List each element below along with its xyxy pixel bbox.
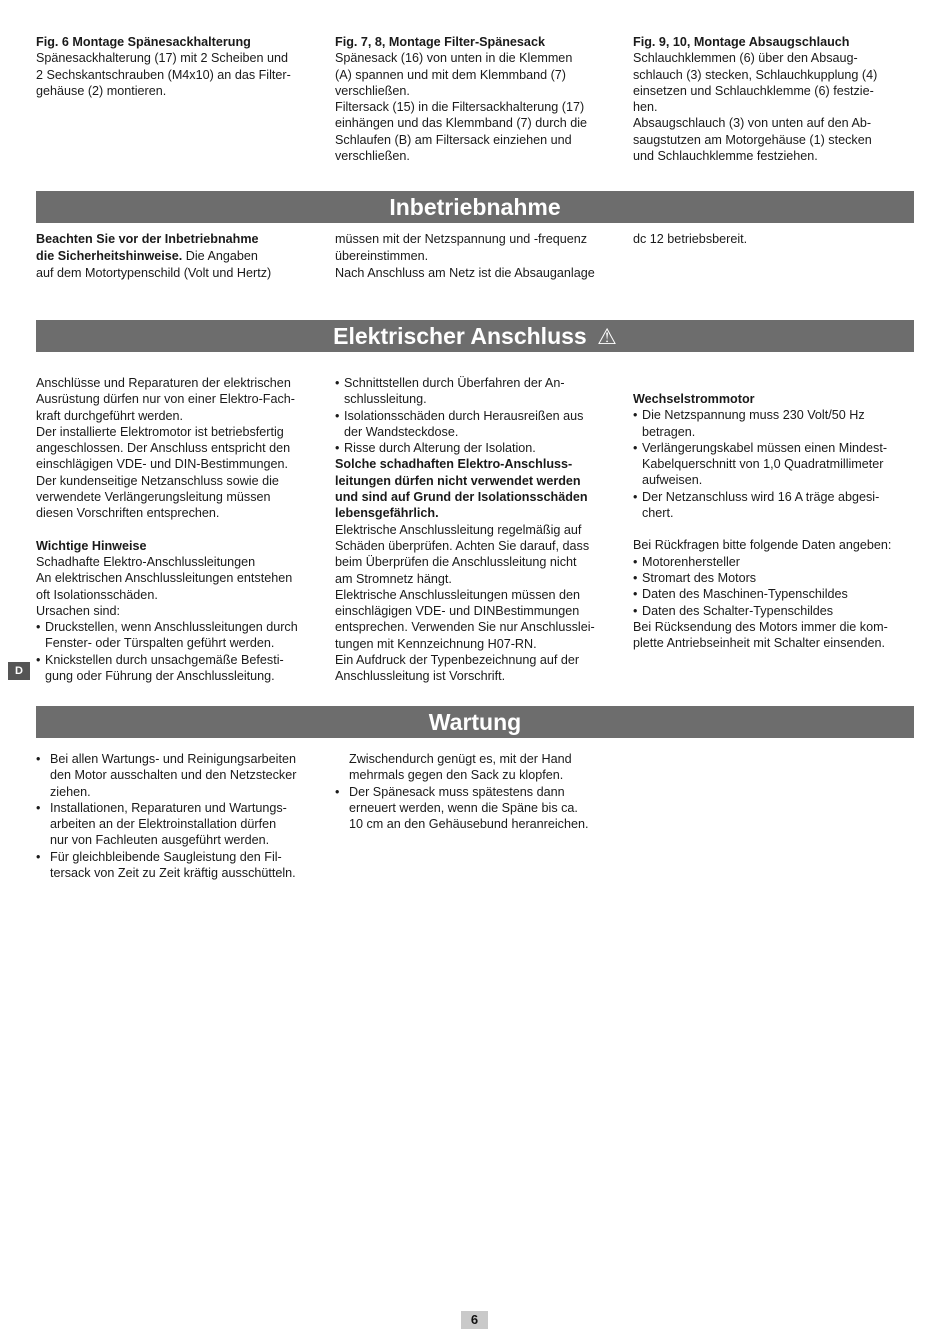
fig7-8-line: Filtersack (15) in die Filtersackhalterung (17) — [335, 100, 585, 115]
list-item-text: • Stromart des Motors — [642, 570, 757, 585]
list-item — [36, 800, 328, 849]
elektrik-line: einschlägigen VDE- und DINBestimmungen — [335, 604, 580, 619]
safety-notice-bold: die Sicherheitshinweise. — [36, 249, 183, 263]
hinweise-line: An elektrischen Anschlussleitungen entstehen — [36, 571, 293, 586]
list-item — [633, 489, 925, 522]
list-item-text: aufweisen. — [642, 473, 703, 488]
elektrik-line: diesen Vorschriften entsprechen. — [36, 506, 220, 521]
list-item-text: • Druckstellen, wenn Anschlussleitungen durch — [45, 620, 298, 635]
list-item — [633, 554, 925, 570]
danger-warning-line: lebensgefährlich. — [335, 506, 439, 521]
language-tab: D — [8, 662, 30, 680]
elektrik-heading-text: Elektrischer Anschluss — [333, 323, 587, 349]
maintenance-list-cont — [335, 784, 627, 833]
list-item-text: schlussleitung. — [344, 392, 427, 407]
fig6-line: Spänesackhalterung (17) mit 2 Scheiben und — [36, 51, 289, 66]
wartung-line: mehrmals gegen den Sack zu klopfen. — [349, 768, 564, 783]
list-item-text: • Bei allen Wartungs- und Reinigungsarbeiten — [50, 752, 296, 766]
fig9-10-line: Schlauchklemmen (6) über den Absaug- — [633, 51, 858, 66]
list-item-text: nur von Fachleuten ausgeführt werden. — [50, 833, 270, 848]
list-item — [633, 440, 925, 489]
wartung-heading-text: Wartung — [428, 709, 522, 735]
elektrik-line: Der installierte Elektromotor ist betriebsfertig — [36, 424, 284, 439]
list-item — [633, 570, 925, 586]
list-item-text: den Motor ausschalten und den Netzstecker — [50, 768, 297, 783]
list-item-text: • Daten des Maschinen-Typenschildes — [642, 587, 848, 602]
elektrik-col2 — [335, 375, 627, 685]
list-item-text: erneuert werden, wenn die Späne bis ca. — [349, 800, 578, 815]
wartung-col1 — [36, 751, 328, 881]
fig7-8-line: Schlaufen (B) am Filtersack einziehen und — [335, 132, 572, 147]
list-item — [335, 375, 627, 408]
inbetriebnahme-line: dc 12 betriebsbereit. — [633, 232, 748, 246]
query-intro: Bei Rückfragen bitte folgende Daten angeben: — [633, 538, 892, 553]
elektrik-line: Elektrische Anschlussleitungen müssen den — [335, 587, 581, 602]
list-item-text: • Daten des Schalter-Typenschildes — [642, 603, 834, 618]
hinweise-line: Schadhafte Elektro-Anschlussleitungen — [36, 554, 256, 569]
danger-warning-line: Solche schadhaften Elektro-Anschluss- — [335, 457, 573, 472]
inbetriebnahme-col1 — [36, 231, 326, 282]
fig7-8-title: Fig. 7, 8, Montage Filter-Spänesack — [335, 35, 545, 49]
causes-list — [36, 619, 326, 684]
danger-warning-line: leitungen dürfen nicht verwendet werden — [335, 473, 581, 488]
fig7-8-line: (A) spannen und mit dem Klemmband (7) — [335, 67, 566, 82]
inbetriebnahme-line: Nach Anschluss am Netz ist die Absauganlage — [335, 266, 595, 280]
inbetriebnahme-heading — [36, 191, 914, 223]
inbetriebnahme-bold-line: Beachten Sie vor der Inbetriebnahme — [36, 232, 259, 246]
inbetriebnahme-line: müssen mit der Netzspannung und -frequenz — [335, 232, 588, 246]
inbetriebnahme-col2 — [335, 231, 625, 282]
hinweise-title: Wichtige Hinweise — [36, 538, 147, 553]
fig6-line: gehäuse (2) montieren. — [36, 83, 167, 98]
hinweise-line: oft Isolationsschäden. — [36, 587, 158, 602]
list-item-text: ziehen. — [50, 784, 91, 799]
elektrik-line: angeschlossen. Der Anschluss entspricht den — [36, 441, 291, 456]
list-item-text: gung oder Führung der Anschlussleitung. — [45, 669, 275, 684]
elektrik-col1 — [36, 375, 326, 684]
list-item-text: • Verlängerungskabel müssen einen Mindest- — [642, 440, 888, 455]
elektrik-line: Anschlussleitung ist Vorschrift. — [335, 669, 506, 684]
fig9-10-line: saugstutzen am Motorgehäuse (1) stecken — [633, 132, 872, 147]
elektrik-line: Anschlüsse und Reparaturen der elektrischen — [36, 376, 291, 390]
elektrik-line: verwendete Verlängerungsleitung müssen — [36, 490, 271, 505]
elektrik-line: beim Überprüfen die Anschlussleitung nicht — [335, 555, 577, 570]
inbetriebnahme-heading-text: Inbetriebnahme — [389, 194, 561, 220]
list-item-text: arbeiten an der Elektroinstallation dürfen — [50, 817, 277, 832]
list-item-text: • Knickstellen durch unsachgemäße Befesti- — [45, 652, 284, 667]
page-number: 6 — [461, 1311, 488, 1329]
list-item-text: der Wandsteckdose. — [344, 424, 459, 439]
wechselstrommotor-title: Wechselstrommotor — [633, 392, 755, 406]
list-item — [633, 603, 925, 619]
query-data-list — [633, 554, 925, 619]
list-item — [36, 849, 328, 882]
elektrik-line: tungen mit Kennzeichnung H07-RN. — [335, 636, 537, 651]
list-item-text: • Risse durch Alterung der Isolation. — [344, 441, 536, 456]
return-note-line: plette Antriebseinheit mit Schalter einsenden. — [633, 636, 886, 651]
list-item-text: • Die Netzspannung muss 230 Volt/50 Hz — [642, 408, 865, 423]
wartung-line: Zwischendurch genügt es, mit der Hand — [349, 752, 572, 766]
fig9-10-line: einsetzen und Schlauchklemme (6) festzie- — [633, 83, 874, 98]
fig9-10-line: Absaugschlauch (3) von unten auf den Ab- — [633, 116, 872, 131]
fig6-line: 2 Sechskantschrauben (M4x10) an das Filter- — [36, 67, 291, 82]
fig7-8-line: verschließen. — [335, 83, 410, 98]
inbetriebnahme-col3 — [633, 231, 923, 248]
list-item-text: tersack von Zeit zu Zeit kräftig ausschütteln. — [50, 866, 296, 881]
elektrik-line: Elektrische Anschlussleitung regelmäßig auf — [335, 522, 582, 537]
fig9-10-line: hen. — [633, 100, 658, 115]
return-note-line: Bei Rücksendung des Motors immer die kom- — [633, 619, 888, 634]
list-item-text: • Der Netzanschluss wird 16 A träge abgesi- — [642, 489, 880, 504]
fig9-10-title: Fig. 9, 10, Montage Absaugschlauch — [633, 35, 850, 49]
elektrik-heading — [36, 320, 914, 352]
list-item — [36, 619, 326, 652]
fig6-title: Fig. 6 Montage Spänesackhalterung — [36, 35, 251, 49]
fig7-8-line: verschließen. — [335, 149, 410, 164]
list-item-text: • Installationen, Reparaturen und Wartungs- — [50, 800, 287, 815]
hinweise-line: Ursachen sind: — [36, 603, 120, 618]
fig9-10-line: schlauch (3) stecken, Schlauchkupplung (4) — [633, 67, 878, 82]
warning-triangle-icon: ⚠ — [597, 324, 617, 349]
list-item — [335, 440, 627, 456]
list-item — [633, 586, 925, 602]
inbetriebnahme-line — [36, 248, 326, 265]
list-item-text: 10 cm an den Gehäusebund heranreichen. — [349, 817, 589, 832]
list-item — [36, 652, 326, 685]
elektrik-line: am Stromnetz hängt. — [335, 571, 452, 586]
motor-requirements-list — [633, 407, 925, 521]
list-item-text: betragen. — [642, 424, 696, 439]
inbetriebnahme-text: Die Angaben — [182, 249, 258, 263]
list-item-text: • Der Spänesack muss spätestens dann — [349, 784, 565, 799]
fig9-10-section — [633, 34, 923, 164]
fig7-8-line: Spänesack (16) von unten in die Klemmen — [335, 51, 573, 66]
list-item — [633, 407, 925, 440]
elektrik-line: entsprechen. Verwenden Sie nur Anschlusslei- — [335, 620, 595, 635]
list-item — [36, 751, 328, 800]
list-item-text: • Für gleichbleibende Saugleistung den Fil- — [50, 849, 282, 864]
elektrik-line: kraft durchgeführt werden. — [36, 408, 184, 423]
elektrik-line: einschlägigen VDE- und DIN-Bestimmungen. — [36, 457, 288, 472]
elektrik-line: Ein Aufdruck der Typenbezeichnung auf der — [335, 653, 580, 668]
wartung-col2 — [335, 751, 627, 832]
list-item — [335, 408, 627, 441]
fig6-section — [36, 34, 326, 99]
list-item-text: • Schnittstellen durch Überfahren der An- — [344, 376, 565, 390]
causes-list-cont — [335, 375, 627, 456]
list-item-text: Kabelquerschnitt von 1,0 Quadratmillimeter — [642, 457, 884, 472]
maintenance-list — [36, 751, 328, 881]
elektrik-line: Schäden überprüfen. Achten Sie darauf, dass — [335, 538, 590, 553]
wartung-heading — [36, 706, 914, 738]
list-item-text: chert. — [642, 506, 674, 521]
elektrik-line: Der kundenseitige Netzanschluss sowie die — [36, 473, 279, 488]
inbetriebnahme-line: auf dem Motortypenschild (Volt und Hertz) — [36, 266, 272, 280]
list-item — [335, 784, 627, 833]
list-item-text: • Isolationsschäden durch Herausreißen aus — [344, 408, 584, 423]
fig7-8-line: einhängen und das Klemmband (7) durch die — [335, 116, 588, 131]
fig7-8-section — [335, 34, 625, 164]
list-item-text: • Motorenhersteller — [642, 554, 740, 569]
elektrik-col3 — [633, 391, 925, 651]
list-item-text: Fenster- oder Türspalten geführt werden. — [45, 636, 275, 651]
inbetriebnahme-line: übereinstimmen. — [335, 249, 429, 263]
danger-warning-line: und sind auf Grund der Isolationsschäden — [335, 490, 588, 505]
fig9-10-line: und Schlauchklemme festziehen. — [633, 149, 818, 164]
elektrik-line: Ausrüstung dürfen nur von einer Elektro-Fach- — [36, 392, 296, 407]
